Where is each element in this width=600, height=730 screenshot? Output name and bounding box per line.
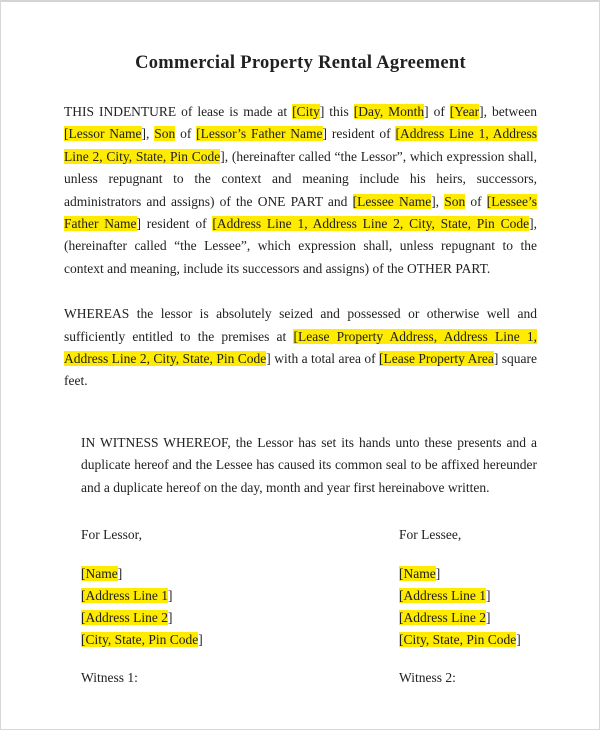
- witness-1-label: Witness 1:: [81, 670, 138, 686]
- bracket-close: ]: [117, 566, 123, 582]
- placeholder-highlight: [Address Line 2: [399, 610, 486, 626]
- paragraph-text: ] with a total area of: [266, 351, 380, 367]
- placeholder-highlight: Son: [444, 193, 466, 209]
- placeholder-highlight: [City, State, Pin Code: [399, 632, 517, 648]
- placeholder-highlight: [Lessee’s Father Name: [64, 193, 537, 232]
- placeholder-line: [81, 585, 399, 607]
- bracket-close: ]: [198, 632, 203, 648]
- placeholder-highlight: [Address Line 1: [81, 588, 168, 604]
- paragraph-text: ], (hereinafter called “the Lessor”, which expression shall, unless repugnant to the context and meaning include his heirs, successors, administrators and assigns) of the ONE PART and: [64, 148, 537, 209]
- placeholder-highlight: [Address Line 1: [399, 588, 486, 604]
- placeholder-highlight: [Lessee Name: [352, 193, 432, 209]
- lessee-address-block: [399, 563, 537, 651]
- paragraph-text: ] square feet.: [64, 351, 537, 389]
- paragraph-text: ] resident of: [322, 126, 396, 142]
- placeholder-line: [81, 607, 399, 629]
- placeholder-highlight: [City: [292, 104, 320, 119]
- paragraph-text: ] resident of: [136, 216, 213, 232]
- witness-2-label: Witness 2:: [399, 670, 456, 686]
- placeholder-highlight: [Address Line 1, Address Line 2, City, State, Pin Code: [212, 216, 530, 232]
- document-content: [1, 50, 599, 689]
- paragraph-text: ], (hereinafter called “the Lessee”, which expression shall, unless repugnant to the context and meaning, include its successors and assigns) of the OTHER PART.: [64, 216, 537, 276]
- placeholder-line: [81, 563, 399, 585]
- placeholder-line: [399, 629, 537, 651]
- placeholder-highlight: [Lessor’s Father Name: [196, 126, 323, 142]
- placeholder-highlight: Son: [154, 126, 176, 142]
- placeholder-highlight: [Address Line 2: [81, 610, 168, 626]
- paragraph-text: ],: [431, 193, 445, 209]
- bracket-close: ]: [435, 566, 441, 582]
- placeholder-highlight: [Day, Month: [353, 104, 425, 119]
- placeholder-highlight: [Lease Property Address, Address Line 1, Address Line 2, City, State, Pin Code: [64, 328, 538, 367]
- placeholder-line: [399, 563, 537, 585]
- paragraph-text: ] of: [424, 104, 450, 119]
- placeholder-highlight: [Lessor Name: [64, 126, 142, 142]
- paragraph-text: ] this: [319, 104, 354, 119]
- opening-paragraph: [64, 101, 537, 280]
- paragraph-text: ],: [141, 126, 155, 142]
- bracket-close: ]: [516, 632, 521, 648]
- bracket-close: ]: [485, 610, 491, 626]
- bracket-close: ]: [485, 588, 491, 604]
- paragraph-text: of: [175, 126, 197, 142]
- lessee-label: For Lessee,: [399, 527, 462, 543]
- signature-section: [81, 524, 537, 689]
- lessor-address-block: [81, 563, 399, 651]
- placeholder-highlight: [Lease Property Area: [379, 351, 494, 367]
- witness-whereof-paragraph: IN WITNESS WHEREOF, the Lessor has set its hands unto these presents and a duplicate hereof and the Lessee has caused its common seal to be affixed hereunder and a duplicate hereof on the day, month and year first hereinabove written.: [81, 434, 537, 495]
- placeholder-highlight: [Name: [399, 566, 436, 582]
- paragraph-text: of: [465, 193, 487, 209]
- document-title: Commercial Property Rental Agreement: [135, 53, 466, 73]
- placeholder-highlight: [Year: [449, 104, 480, 119]
- whereas-paragraph: [64, 303, 537, 393]
- lessee-signature-column: [399, 524, 537, 689]
- paragraph-text: WHEREAS the lessor is absolutely seized and possessed or otherwise well and sufficiently entitled to the premises at: [64, 306, 537, 344]
- placeholder-highlight: [Name: [81, 566, 118, 582]
- lessor-label: For Lessor,: [81, 527, 142, 543]
- placeholder-line: [399, 607, 537, 629]
- paragraph-text: THIS INDENTURE of lease is made at: [64, 104, 293, 119]
- placeholder-highlight: [Address Line 1, Address Line 2, City, State, Pin Code: [64, 126, 538, 164]
- bracket-close: ]: [167, 588, 173, 604]
- paragraph-text: ], between: [479, 104, 537, 119]
- bracket-close: ]: [167, 610, 173, 626]
- lessor-signature-column: [81, 524, 399, 689]
- placeholder-highlight: [City, State, Pin Code: [81, 632, 199, 648]
- placeholder-line: [81, 629, 399, 651]
- placeholder-line: [399, 585, 537, 607]
